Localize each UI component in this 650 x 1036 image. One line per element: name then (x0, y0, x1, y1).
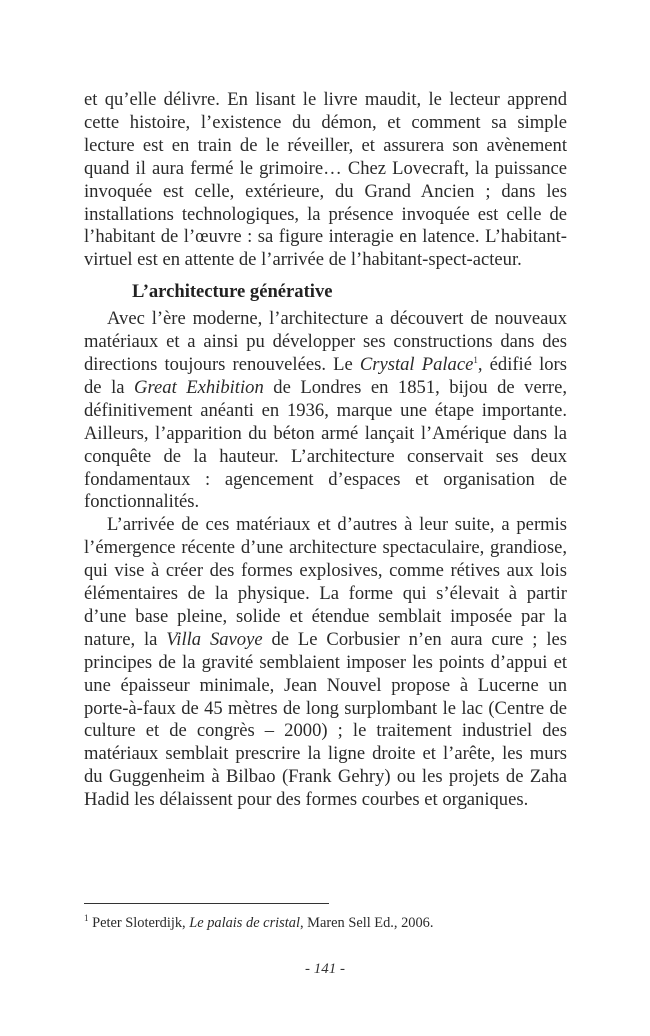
section-heading: L’architecture générative (132, 281, 333, 303)
text-segment: de Londres en 1851, bijou de verre, définitivement anéanti en 1936, marque une étape importante. Ailleurs, l’apparition du béton armé lançait l’Amérique dans la conquête de la hauteur. L’architecture conservait ses deux fondamentaux : agencement d’espaces et organisation de fonctionnalités. (84, 376, 567, 513)
paragraph-new-materials (84, 514, 567, 812)
italic-title-great-exhibition: Great Exhibition (134, 376, 264, 398)
footnote-reference[interactable]: 1 (473, 354, 478, 365)
footnote-number: 1 (84, 913, 89, 924)
italic-title-crystal-palace: Crystal Palace (359, 353, 474, 375)
text-segment: L’arrivée de ces matériaux et d’autres à leur suite, a permis l’émergence récente d’une architecture spectaculaire, grandiose, qui vise à créer des formes explosives, comme rétives aux lois élémentaires de la physique. La forme qui s’élevait à partir d’une base pleine, solide et étendue semblait imposée par la nature, la (84, 514, 567, 650)
page-body (84, 89, 567, 812)
paragraph-modern-era (84, 308, 567, 514)
italic-title-villa-savoye: Villa Savoye (166, 628, 263, 650)
paragraph-intro: et qu’elle délivre. En lisant le livre maudit, le lecteur apprend cette histoire, l’existence du démon, et comment sa simple lecture est en train de le réveiller, et assurera son avènement quand il aura fermé le grimoire… Chez Lovecraft, la puissance invoquée est celle, extérieure, du Grand Ancien ; dans les installations technologiques, la présence invoquée est celle de l’habitant de l’œuvre : sa figure interagie en latence. L’habitant-virtuel est en attente de l’arrivée de l’habitant-spect-acteur. (84, 89, 567, 271)
footnote (84, 914, 567, 932)
footnote-publisher: , Maren Sell Ed., 2006. (299, 915, 434, 931)
footnote-separator (84, 903, 329, 904)
text-segment: , édifié lors de la (84, 353, 567, 398)
footnote-author: Peter Sloterdijk, (88, 915, 190, 931)
footnote-title: Le palais de cristal (189, 915, 300, 931)
text-segment: Avec l’ère moderne, l’architecture a découvert de nouveaux matériaux et a ainsi pu développer ses constructions dans des directions toujours renouvelées. Le (84, 308, 567, 375)
page-number: - 141 - (305, 961, 345, 977)
text-segment: de Le Corbusier n’en aura cure ; les principes de la gravité semblaient imposer les points d’appui et une épaisseur minimale, Jean Nouvel propose à Lucerne un porte-à-faux de 45 mètres de long surplombant le lac (Centre de culture et de congrès – 2000) ; le traitement industriel des matériaux semblait prescrire la ligne droite et l’arête, les murs du Guggenheim à Bilbao (Frank Gehry) ou les projets de Zaha Hadid les délaissent pour des formes courbes et organiques. (84, 628, 567, 811)
